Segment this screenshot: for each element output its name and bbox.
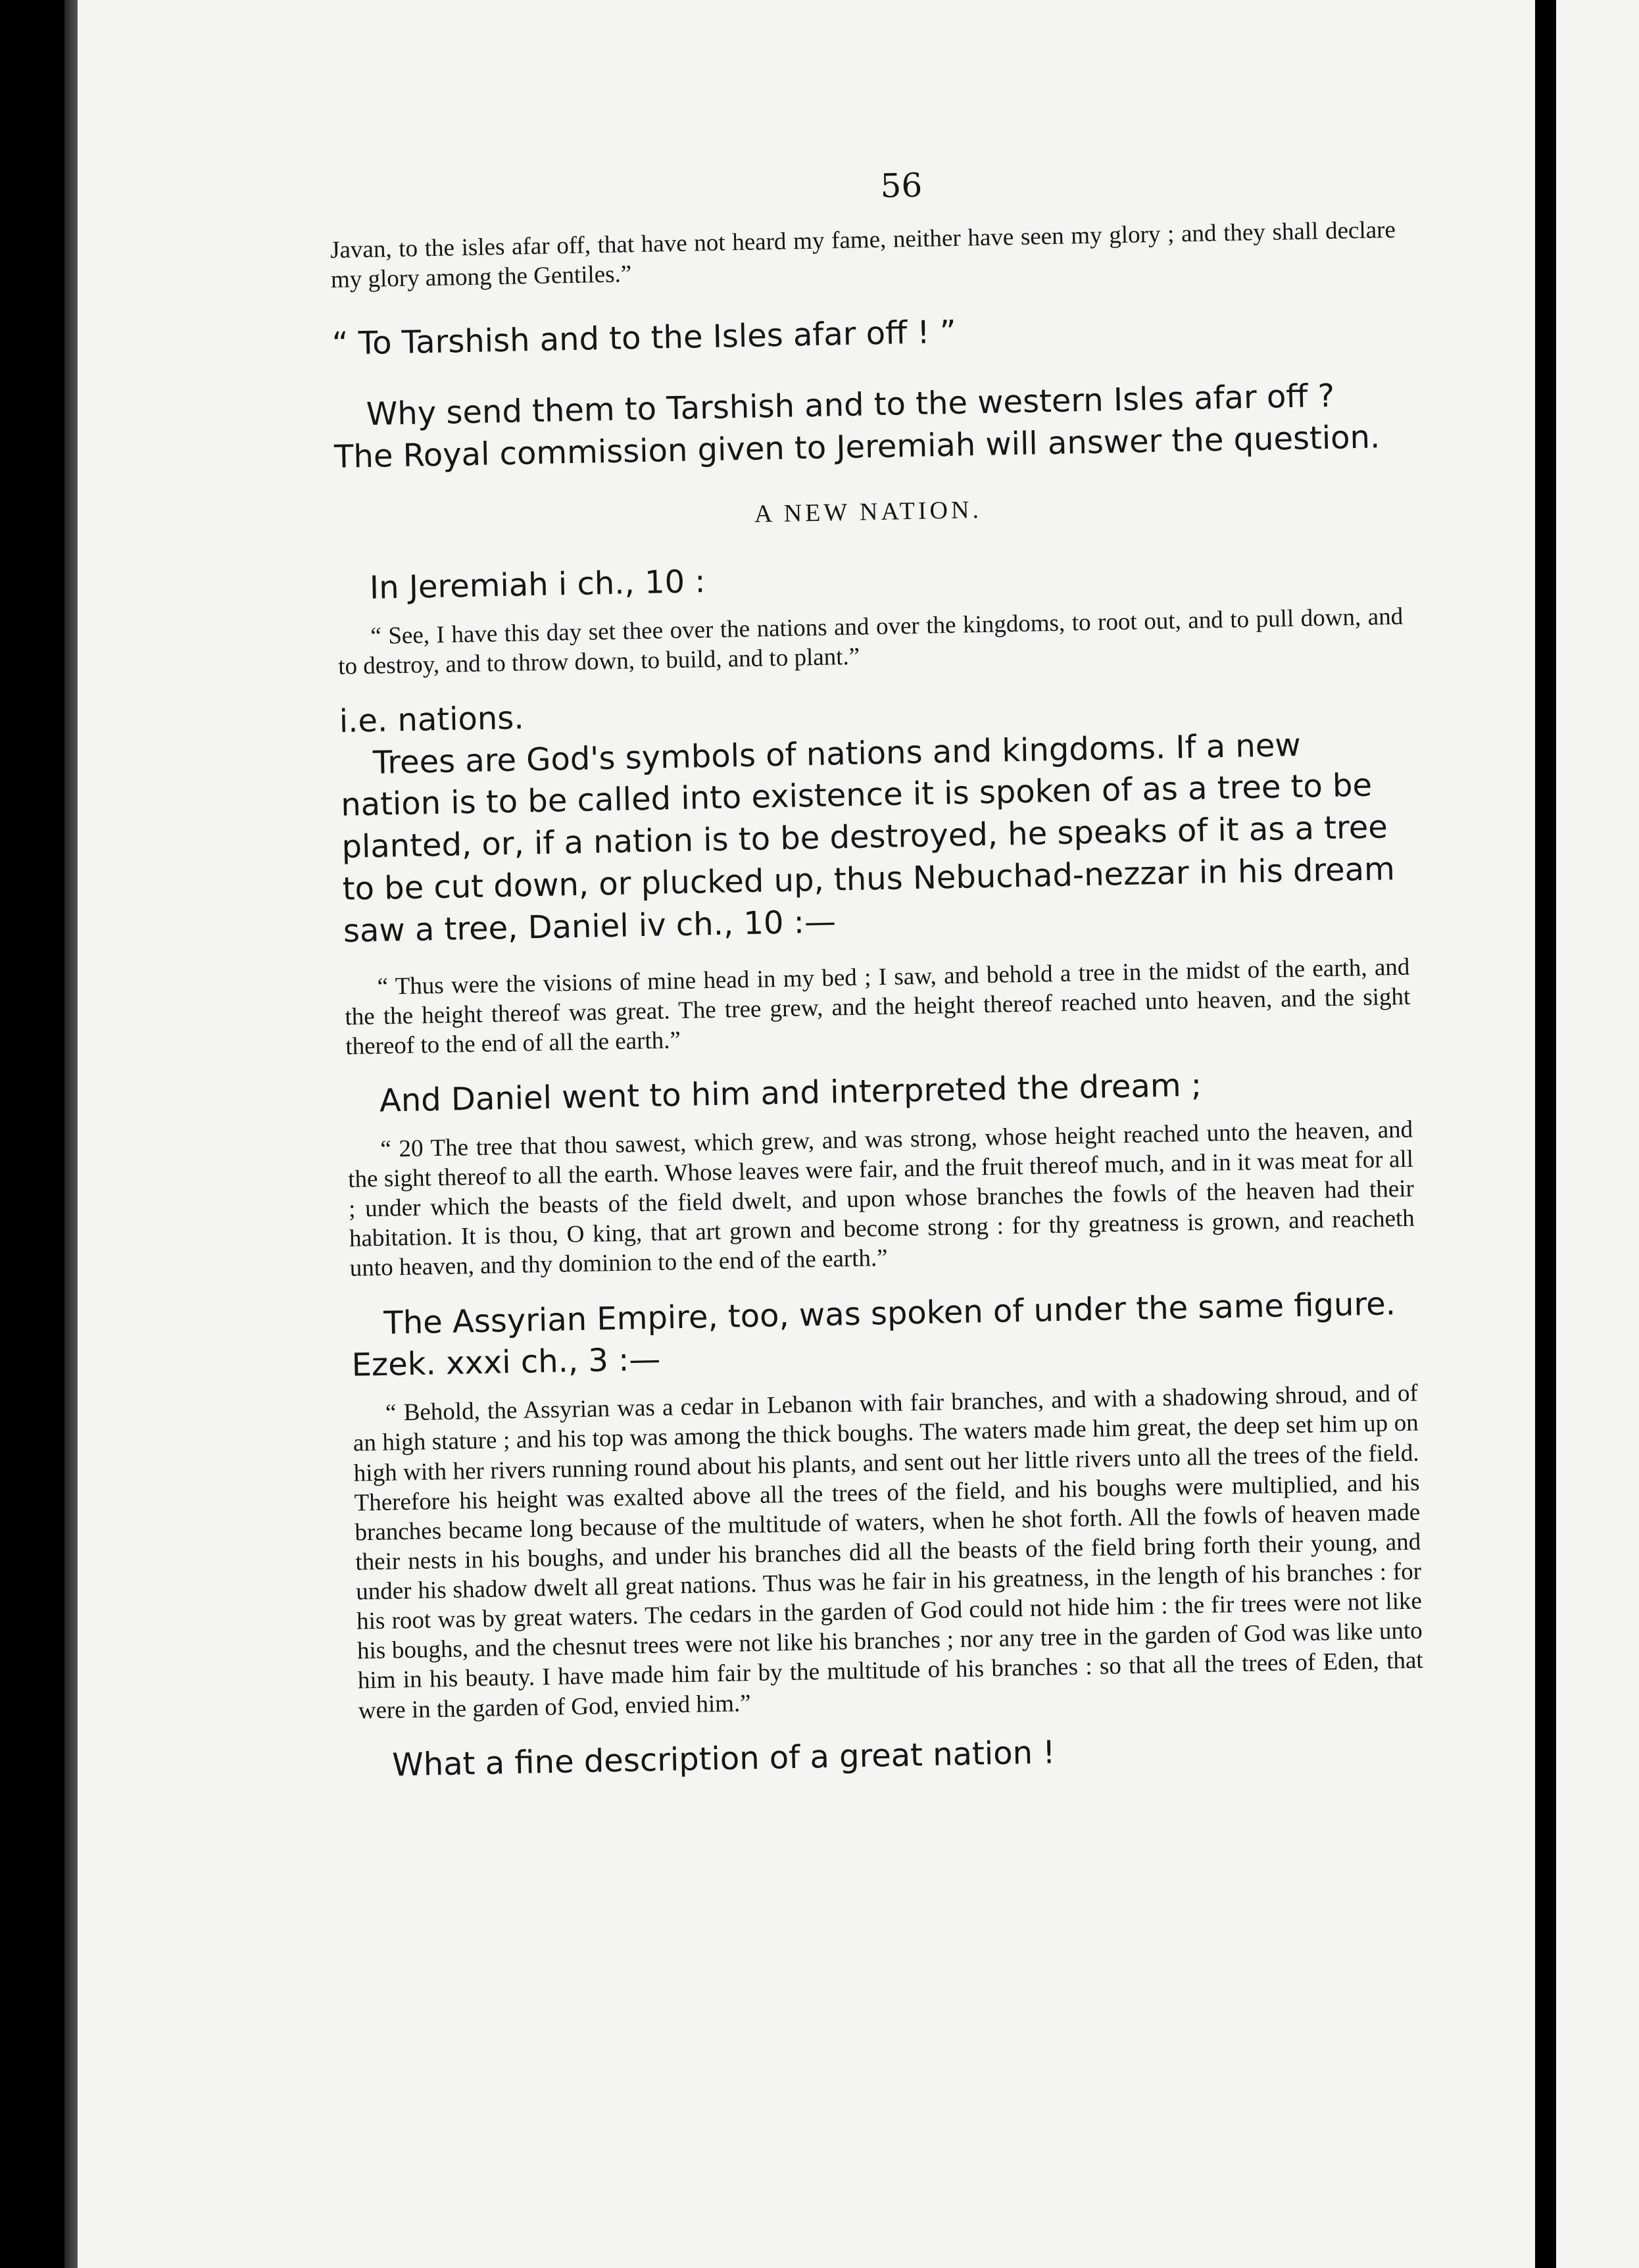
quote-jeremiah: “ See, I have this day set thee over the nations and over the kingdoms, to root out, and to pull down, and to destroy, and to throw down, to build, and to plant.”: [337, 603, 1404, 680]
quote-javan: Javan, to the isles afar off, that have not heard my fame, neither have seen my glory ; and they shall declare my glory among the Gentiles.”: [330, 216, 1396, 294]
paragraph-assyrian-empire: The Assyrian Empire, too, was spoken of under the same figure. Ezek. xxxi ch., 3 :—: [351, 1285, 1396, 1385]
paragraph-trees-symbols: Trees are God's symbols of nations and kingdoms. If a new nation is to be called into existence it is spoken of as a tree to be planted, or, if a nation is to be destroyed, he speaks of it as a tree to be cut down, or plucked up, thus Nebuchad-nezzar in his dream saw a tree, Daniel iv ch., 10 :—: [340, 726, 1396, 950]
paragraph-daniel-interpreted: And Daniel went to him and interpreted the dream ;: [379, 1066, 1202, 1120]
quote-daniel-vision: “ Thus were the visions of mine head in my bed ; I saw, and behold a tree in the midst of the earth, and the the height thereof was great. The tree grew, and the height thereof reached unto heaven, and the sight thereof to the end of all the earth.”: [345, 953, 1411, 1060]
closing-line: What a fine description of a great nation !: [391, 1733, 1056, 1784]
quote-ezekiel: “ Behold, the Assyrian was a cedar in Lebanon with fair branches, and with a shadowing shroud, and of an high stature ; and his top was among the thick boughs. The waters made him great, the deep set him up on high with her rivers running round about his plants, and sent out her little rivers unto all the trees of the field. Therefore his height was exalted above all the trees of the field, and his boughs were multiplied, and his branches became long because of the multitude of waters, when he shot forth. All the fowls of heaven made their nests in his boughs, and under his branches did all the beasts of the field bring forth their young, and under his shadow dwelt all great nations. Thus was he fair in his greatness, in the length of his branches : for his root was by great waters. The cedars in the garden of God could not hide him : the fir trees were not like his boughs, and the chesnut trees were not like his branches ; nor any tree in the garden of God was like unto him in his beauty. I have made him fair by the multitude of his branches : so that all the trees of Eden, that were in the garden of God, envied him.”: [353, 1379, 1423, 1725]
page-gutter: [1535, 0, 1556, 2268]
quote-daniel-20: “ 20 The tree that thou sawest, which grew, and was strong, whose height reached unto the heaven, and the sight thereof to all the earth. Whose leaves were fair, and the fruit thereof much, and in it was meat for all ; under which the beasts of the field dwelt, and upon whose branches the fowls of the heaven had their habitation. It is thou, O king, that art grown and become strong : for thy greatness is grown, and reacheth unto heaven, and thy dominion to the end of the earth.”: [347, 1116, 1415, 1283]
page-text-block: [329, 157, 1425, 1787]
note-nations: i.e. nations.: [339, 699, 525, 740]
page-number: 56: [880, 166, 923, 205]
paragraph-why-tarshish: Why send them to Tarshish and to the western Isles afar off ? The Royal commission given to Jeremiah will answer the question.: [333, 377, 1381, 476]
section-heading: A NEW NATION.: [754, 495, 983, 528]
reference-jeremiah: In Jeremiah i ch., 10 :: [369, 562, 706, 606]
adjacent-page-edge: [1556, 0, 1639, 2268]
tarshish-exclamation: “ To Tarshish and to the Isles afar off ! ”: [331, 313, 957, 363]
